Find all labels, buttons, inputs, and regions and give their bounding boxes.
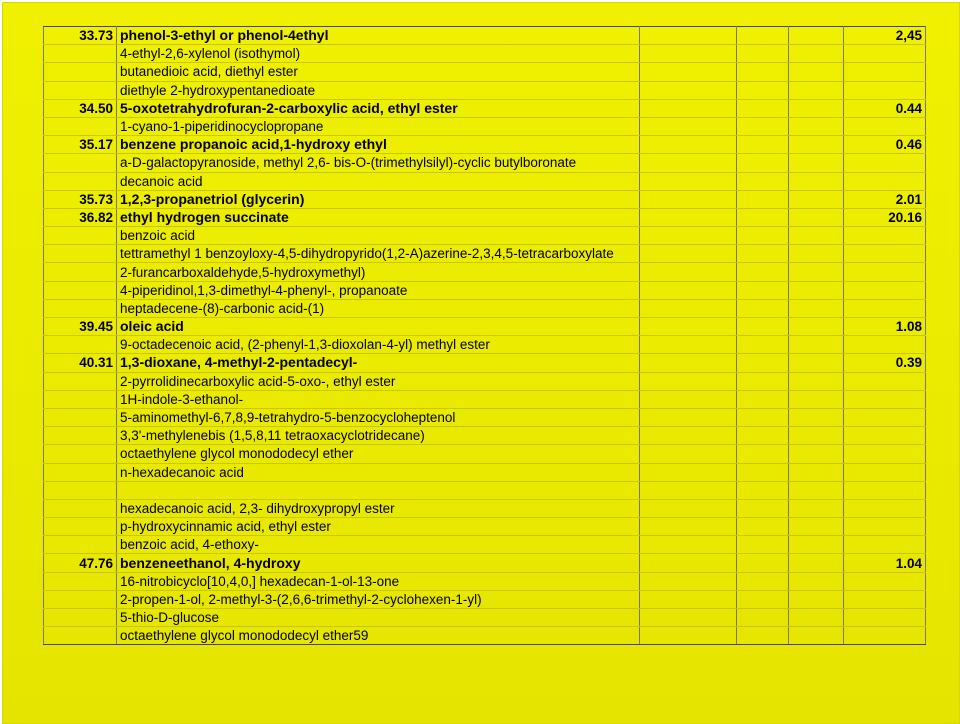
empty-cell — [640, 609, 737, 627]
table-row — [44, 390, 926, 408]
peak-area-cell — [844, 372, 926, 390]
table-row — [44, 190, 926, 208]
compound-name: 1,3-dioxane, 4-methyl-2-pentadecyl- — [120, 354, 358, 371]
peak-area-cell — [844, 572, 926, 590]
empty-cell — [789, 81, 844, 99]
empty-cell — [737, 318, 789, 336]
compound-name-cell — [117, 63, 640, 81]
empty-cell — [789, 281, 844, 299]
peak-area-cell — [844, 263, 926, 281]
empty-cell — [640, 172, 737, 190]
table-row — [44, 481, 926, 499]
retention-time-cell — [44, 154, 117, 172]
peak-area-cell: 20.16 — [844, 208, 926, 226]
compound-name-cell — [117, 427, 640, 445]
compound-name: tettramethyl 1 benzoyloxy-4,5-dihydropyrido(1,2-A)azerine-2,3,4,5-tetracarboxylate — [120, 246, 614, 262]
empty-cell — [640, 136, 737, 154]
empty-cell — [737, 154, 789, 172]
compound-name: octaethylene glycol monododecyl ether — [120, 446, 354, 462]
peak-area-cell — [844, 281, 926, 299]
empty-cell — [737, 245, 789, 263]
empty-cell — [789, 299, 844, 317]
compound-name: a-D-galactopyranoside, methyl 2,6- bis-O-(trimethylsilyl)-cyclic butylboronate — [120, 155, 577, 171]
empty-cell — [640, 245, 737, 263]
table-row — [44, 117, 926, 135]
compound-name: 5-thio-D-glucose — [120, 610, 220, 626]
empty-cell — [789, 499, 844, 517]
empty-cell — [789, 609, 844, 627]
empty-cell — [789, 154, 844, 172]
empty-cell — [737, 281, 789, 299]
retention-time-cell — [44, 245, 117, 263]
empty-cell — [737, 518, 789, 536]
retention-time-cell: 33.73 — [44, 27, 117, 45]
retention-time-cell: 47.76 — [44, 554, 117, 572]
compound-name: benzeneethanol, 4-hydroxy — [120, 554, 301, 571]
empty-cell — [789, 318, 844, 336]
peak-area-cell — [844, 154, 926, 172]
peak-area-cell: 0.44 — [844, 99, 926, 117]
empty-cell — [640, 481, 737, 499]
compound-name: p-hydroxycinnamic acid, ethyl ester — [120, 519, 331, 535]
compound-name-cell — [117, 572, 640, 590]
compound-name: ethyl hydrogen succinate — [120, 208, 289, 225]
table-row — [44, 208, 926, 226]
table-row — [44, 45, 926, 63]
empty-cell — [789, 463, 844, 481]
retention-time-cell: 35.17 — [44, 136, 117, 154]
retention-time-cell — [44, 408, 117, 426]
compound-name: hexadecanoic acid, 2,3- dihydroxypropyl ester — [120, 500, 395, 516]
empty-cell — [640, 499, 737, 517]
empty-cell — [640, 45, 737, 63]
empty-cell — [789, 590, 844, 608]
compound-name: 2-furancarboxaldehyde,5-hydroxymethyl) — [120, 264, 366, 280]
retention-time-cell: 34.50 — [44, 99, 117, 117]
empty-cell — [789, 172, 844, 190]
table-row — [44, 281, 926, 299]
empty-cell — [640, 408, 737, 426]
empty-cell — [789, 99, 844, 117]
table-row — [44, 336, 926, 354]
empty-cell — [640, 318, 737, 336]
empty-cell — [737, 190, 789, 208]
compound-name: decanoic acid — [120, 173, 203, 189]
compound-name-cell — [117, 463, 640, 481]
empty-cell — [737, 227, 789, 245]
retention-time-cell — [44, 481, 117, 499]
compound-name-cell — [117, 227, 640, 245]
compound-name-cell — [117, 390, 640, 408]
empty-cell — [789, 190, 844, 208]
peak-area-cell: 0.39 — [844, 354, 926, 372]
table-row — [44, 136, 926, 154]
empty-cell — [737, 445, 789, 463]
compound-name-cell — [117, 172, 640, 190]
compound-name-cell — [117, 336, 640, 354]
table-row — [44, 590, 926, 608]
table-row — [44, 572, 926, 590]
compound-table-body — [44, 27, 926, 645]
empty-cell — [789, 445, 844, 463]
empty-cell — [640, 190, 737, 208]
empty-cell — [737, 572, 789, 590]
retention-time-cell — [44, 299, 117, 317]
empty-cell — [789, 536, 844, 554]
table-row — [44, 372, 926, 390]
peak-area-cell — [844, 81, 926, 99]
peak-area-cell — [844, 408, 926, 426]
retention-time-cell — [44, 518, 117, 536]
peak-area-cell — [844, 227, 926, 245]
retention-time-cell — [44, 390, 117, 408]
empty-cell — [737, 427, 789, 445]
retention-time-cell — [44, 281, 117, 299]
empty-cell — [640, 372, 737, 390]
compound-name-cell — [117, 590, 640, 608]
empty-cell — [640, 208, 737, 226]
compound-name: 5-aminomethyl-6,7,8,9-tetrahydro-5-benzocycloheptenol — [120, 410, 456, 426]
peak-area-cell — [844, 536, 926, 554]
empty-cell — [640, 263, 737, 281]
empty-cell — [640, 81, 737, 99]
peak-area-cell — [844, 390, 926, 408]
retention-time-cell — [44, 263, 117, 281]
compound-name-cell — [117, 27, 640, 45]
peak-area-cell — [844, 481, 926, 499]
compound-name: benzoic acid — [120, 228, 196, 244]
peak-area-cell — [844, 590, 926, 608]
peak-area-cell: 1.04 — [844, 554, 926, 572]
peak-area-cell — [844, 609, 926, 627]
table-row — [44, 299, 926, 317]
empty-cell — [789, 208, 844, 226]
peak-area-cell — [844, 627, 926, 645]
compound-name-cell — [117, 190, 640, 208]
empty-cell — [737, 609, 789, 627]
compound-name-cell — [117, 445, 640, 463]
empty-cell — [789, 572, 844, 590]
retention-time-cell: 35.73 — [44, 190, 117, 208]
empty-cell — [789, 390, 844, 408]
compound-name: n-hexadecanoic acid — [120, 464, 244, 480]
compound-name-cell — [117, 518, 640, 536]
compound-name: 1H-indole-3-ethanol- — [120, 391, 244, 407]
table-row — [44, 518, 926, 536]
compound-name-cell — [117, 318, 640, 336]
empty-cell — [737, 117, 789, 135]
empty-cell — [737, 554, 789, 572]
compound-name: butanedioic acid, diethyl ester — [120, 64, 298, 80]
compound-table — [43, 26, 926, 645]
empty-cell — [640, 590, 737, 608]
empty-cell — [640, 536, 737, 554]
peak-area-cell — [844, 63, 926, 81]
compound-name-cell — [117, 117, 640, 135]
compound-name-cell — [117, 609, 640, 627]
empty-cell — [640, 354, 737, 372]
empty-cell — [737, 627, 789, 645]
peak-area-cell — [844, 518, 926, 536]
empty-cell — [789, 554, 844, 572]
compound-name-cell — [117, 99, 640, 117]
empty-cell — [640, 63, 737, 81]
table-row — [44, 445, 926, 463]
empty-cell — [640, 572, 737, 590]
retention-time-cell — [44, 336, 117, 354]
table-row — [44, 318, 926, 336]
empty-cell — [789, 117, 844, 135]
empty-cell — [640, 27, 737, 45]
compound-name-cell — [117, 208, 640, 226]
table-row — [44, 427, 926, 445]
table-row — [44, 463, 926, 481]
empty-cell — [640, 463, 737, 481]
table-row — [44, 609, 926, 627]
empty-cell — [789, 408, 844, 426]
peak-area-cell — [844, 336, 926, 354]
empty-cell — [640, 99, 737, 117]
peak-area-cell — [844, 117, 926, 135]
empty-cell — [737, 536, 789, 554]
empty-cell — [737, 27, 789, 45]
retention-time-cell — [44, 172, 117, 190]
compound-name: 2-propen-1-ol, 2-methyl-3-(2,6,6-trimethyl-2-cyclohexen-1-yl) — [120, 591, 482, 607]
empty-cell — [737, 172, 789, 190]
empty-cell — [737, 390, 789, 408]
empty-cell — [789, 227, 844, 245]
table-row — [44, 408, 926, 426]
compound-name-cell — [117, 354, 640, 372]
table-row — [44, 627, 926, 645]
empty-cell — [789, 136, 844, 154]
empty-cell — [789, 354, 844, 372]
retention-time-cell — [44, 227, 117, 245]
peak-area-cell — [844, 245, 926, 263]
peak-area-cell — [844, 445, 926, 463]
retention-time-cell — [44, 572, 117, 590]
compound-name-cell — [117, 627, 640, 645]
table-row — [44, 354, 926, 372]
empty-cell — [640, 227, 737, 245]
empty-cell — [737, 336, 789, 354]
compound-name-cell — [117, 554, 640, 572]
table-row — [44, 99, 926, 117]
empty-cell — [737, 408, 789, 426]
empty-cell — [640, 336, 737, 354]
retention-time-cell — [44, 63, 117, 81]
retention-time-cell — [44, 45, 117, 63]
compound-name: diethyle 2-hydroxypentanedioate — [120, 82, 316, 98]
compound-name: 5-oxotetrahydrofuran-2-carboxylic acid, ethyl ester — [120, 99, 458, 116]
table-row — [44, 227, 926, 245]
compound-name-cell — [117, 536, 640, 554]
empty-cell — [737, 354, 789, 372]
empty-cell — [789, 518, 844, 536]
compound-name: 4-piperidinol,1,3-dimethyl-4-phenyl-, propanoate — [120, 282, 408, 298]
compound-name: 2-pyrrolidinecarboxylic acid-5-oxo-, ethyl ester — [120, 373, 396, 389]
compound-name-cell — [117, 408, 640, 426]
compound-name-cell — [117, 481, 640, 499]
empty-cell — [789, 27, 844, 45]
empty-cell — [789, 263, 844, 281]
retention-time-cell — [44, 117, 117, 135]
compound-name: phenol-3-ethyl or phenol-4ethyl — [120, 27, 329, 44]
compound-name: benzene propanoic acid,1-hydroxy ethyl — [120, 136, 387, 153]
compound-name-cell — [117, 136, 640, 154]
table-row — [44, 263, 926, 281]
compound-name: 3,3'-methylenebis (1,5,8,11 tetraoxacyclotridecane) — [120, 428, 425, 444]
retention-time-cell — [44, 81, 117, 99]
retention-time-cell — [44, 609, 117, 627]
retention-time-cell: 39.45 — [44, 318, 117, 336]
empty-cell — [789, 627, 844, 645]
empty-cell — [789, 63, 844, 81]
compound-name-cell — [117, 45, 640, 63]
empty-cell — [737, 372, 789, 390]
empty-cell — [737, 136, 789, 154]
peak-area-cell — [844, 299, 926, 317]
retention-time-cell: 40.31 — [44, 354, 117, 372]
peak-area-cell: 0.46 — [844, 136, 926, 154]
compound-name-cell — [117, 263, 640, 281]
table-row — [44, 154, 926, 172]
empty-cell — [737, 299, 789, 317]
empty-cell — [737, 481, 789, 499]
retention-time-cell: 36.82 — [44, 208, 117, 226]
page-number: 59 — [353, 628, 369, 644]
compound-name-cell — [117, 154, 640, 172]
empty-cell — [640, 281, 737, 299]
empty-cell — [737, 99, 789, 117]
compound-name: 4-ethyl-2,6-xylenol (isothymol) — [120, 46, 301, 62]
empty-cell — [737, 463, 789, 481]
compound-name-cell — [117, 299, 640, 317]
retention-time-cell — [44, 445, 117, 463]
retention-time-cell — [44, 590, 117, 608]
compound-name-cell — [117, 281, 640, 299]
empty-cell — [640, 154, 737, 172]
compound-name: octaethylene glycol monododecyl ether — [120, 628, 354, 644]
peak-area-cell — [844, 172, 926, 190]
empty-cell — [640, 518, 737, 536]
compound-name: 1-cyano-1-piperidinocyclopropane — [120, 119, 324, 135]
table-row — [44, 172, 926, 190]
compound-name-cell — [117, 245, 640, 263]
table-row — [44, 27, 926, 45]
compound-name: 1,2,3-propanetriol (glycerin) — [120, 190, 305, 207]
empty-cell — [737, 263, 789, 281]
compound-name: 16-nitrobicyclo[10,4,0,] hexadecan-1-ol-13-one — [120, 573, 400, 589]
peak-area-cell — [844, 463, 926, 481]
empty-cell — [640, 299, 737, 317]
peak-area-cell — [844, 45, 926, 63]
compound-name: heptadecene-(8)-carbonic acid-(1) — [120, 300, 325, 316]
table-row — [44, 554, 926, 572]
empty-cell — [640, 627, 737, 645]
empty-cell — [640, 390, 737, 408]
peak-area-cell — [844, 427, 926, 445]
empty-cell — [789, 372, 844, 390]
compound-name-cell — [117, 499, 640, 517]
retention-time-cell — [44, 463, 117, 481]
table-row — [44, 63, 926, 81]
table-row — [44, 499, 926, 517]
compound-name-cell — [117, 372, 640, 390]
empty-cell — [789, 245, 844, 263]
empty-cell — [789, 481, 844, 499]
compound-name-cell — [117, 81, 640, 99]
retention-time-cell — [44, 427, 117, 445]
retention-time-cell — [44, 627, 117, 645]
empty-cell — [737, 81, 789, 99]
compound-name: benzoic acid, 4-ethoxy- — [120, 537, 259, 553]
empty-cell — [737, 208, 789, 226]
empty-cell — [737, 63, 789, 81]
empty-cell — [640, 445, 737, 463]
empty-cell — [789, 45, 844, 63]
peak-area-cell — [844, 499, 926, 517]
retention-time-cell — [44, 536, 117, 554]
empty-cell — [737, 45, 789, 63]
empty-cell — [640, 554, 737, 572]
empty-cell — [640, 117, 737, 135]
retention-time-cell — [44, 372, 117, 390]
empty-cell — [640, 427, 737, 445]
table-row — [44, 245, 926, 263]
empty-cell — [737, 590, 789, 608]
empty-cell — [737, 499, 789, 517]
retention-time-cell — [44, 499, 117, 517]
peak-area-cell: 2.01 — [844, 190, 926, 208]
peak-area-cell: 2,45 — [844, 27, 926, 45]
empty-cell — [789, 336, 844, 354]
table-row — [44, 536, 926, 554]
empty-cell — [789, 427, 844, 445]
table-row — [44, 81, 926, 99]
compound-name: 9-octadecenoic acid, (2-phenyl-1,3-dioxolan-4-yl) methyl ester — [120, 337, 490, 353]
compound-name: oleic acid — [120, 318, 184, 335]
peak-area-cell: 1.08 — [844, 318, 926, 336]
